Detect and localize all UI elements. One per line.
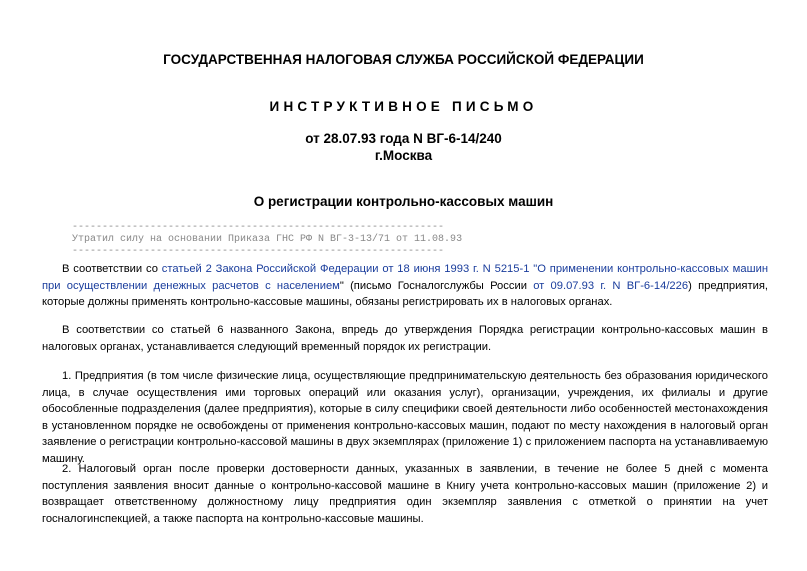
paragraph-3: 1. Предприятия (в том числе физические лица, осуществляющие предпринимательскую деятельность без образования юридического лица, в случае осуществления ими торговых операций или оказания услуг), организации, учреждения, их филиалы и другие обособленные подразделения (далее предприятия), которые в силу специфики своей деятельности либо особенностей местонахождения в установленном порядке не освобождены от применения контрольно-кассовых машин, подают по месту нахождения в налоговый орган заявление о регистрации контрольно-кассовой машины в двух экземплярах (приложение 1) с приложением паспорта на устанавливаемую машину. <box>42 370 768 465</box>
note-text: Утратил силу на основании Приказа ГНС РФ N ВГ-3-13/71 от 11.08.93 <box>72 234 463 245</box>
document-city: г.Москва <box>374 148 433 163</box>
document-subject: О регистрации контрольно-кассовых машин <box>253 194 554 209</box>
paragraph-1 <box>42 261 768 311</box>
paragraph-4: 2. Налоговый орган после проверки достоверности данных, указанных в заявлении, в течение не более 5 дней с момента поступления заявления вносит данные о контрольно-кассовой машине в Книгу учета контрольно-кассовых машин (приложение 2) и возвращает ответственному должностному лицу предприятия один экземпляр заявления с отметкой о принятии на учет госналогинспекцией, а также паспорта на контрольно-кассовые машины. <box>42 463 768 525</box>
note-rule-bottom: -------------------------------------------------------------- <box>72 246 445 257</box>
law-article-link[interactable]: статьей 2 Закона Российской Федерации от 18 июня 1993 г. N 5215-1 "О применении контрольно-кассовых машин при осуществлении денежных расчетов с населением <box>42 263 768 292</box>
p1-middle: " (письмо Госналогслужбы России <box>339 279 534 292</box>
document-type: ИНСТРУКТИВНОЕ ПИСЬМО <box>269 99 538 114</box>
document-date-number: от 28.07.93 года N ВГ-6-14/240 <box>305 131 502 146</box>
paragraph-2: В соответствии со статьей 6 названного Закона, впредь до утверждения Порядка регистрации контрольно-кассовых машин в налоговых органах, устанавливается следующий временный порядок их регистрации. <box>42 324 768 353</box>
status-note <box>72 222 462 258</box>
p1-intro: В соответствии со <box>62 263 162 275</box>
p1-end: ) предприятия, которые должны применять контрольно-кассовые машины, обязаны регистрировать их в налоговых органах. <box>42 279 768 308</box>
note-rule-top: -------------------------------------------------------------- <box>72 222 445 233</box>
letter-link[interactable]: от 09.07.93 г. N ВГ-6-14/226 <box>533 279 689 292</box>
organization-title: ГОСУДАРСТВЕННАЯ НАЛОГОВАЯ СЛУЖБА РОССИЙСКОЙ ФЕДЕРАЦИИ <box>163 52 644 67</box>
